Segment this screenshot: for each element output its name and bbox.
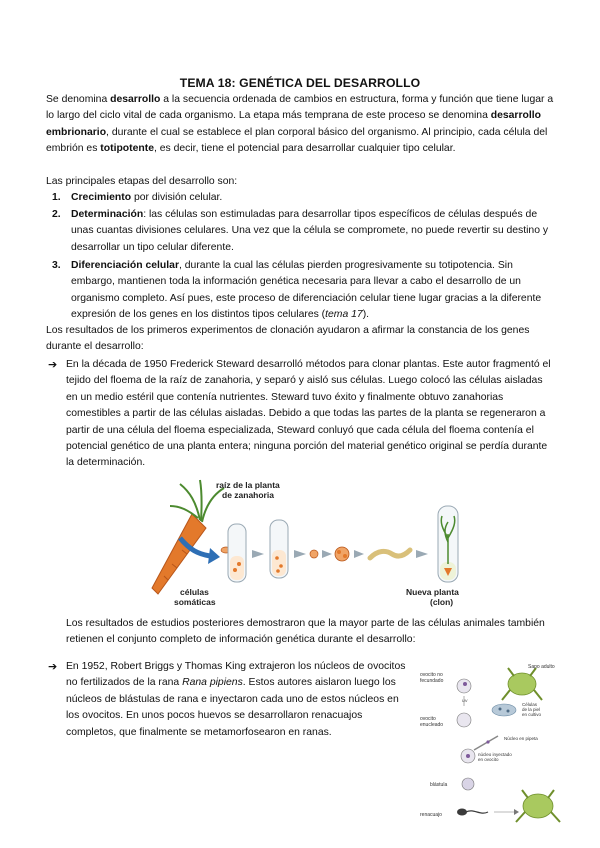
species-name: Rana pipiens: [182, 677, 243, 689]
briggs-king-paragraph: [66, 659, 412, 741]
stage-item: [71, 258, 550, 324]
label-new-plant-line2: (clon): [430, 597, 454, 607]
stage-term: Crecimiento: [71, 192, 132, 203]
label-injected-2: en ovocito: [478, 757, 499, 762]
test-tube-icon: [228, 524, 246, 582]
stage-text: por división celular.: [131, 192, 223, 203]
embryo-icon: [370, 550, 410, 558]
carrot-icon: [152, 480, 224, 594]
uv-label: UV: [462, 698, 468, 703]
label-pipette: Núcleo en pipeta: [504, 736, 538, 741]
label-cells-line2: somáticas: [174, 597, 216, 607]
carrot-cloning-figure: [140, 476, 470, 610]
bullet-arrow-icon: ➔: [48, 661, 58, 673]
intro-paragraph: [46, 92, 554, 158]
stage-number: 1.: [52, 192, 61, 203]
label-new-plant-line1: Nueva planta: [406, 587, 459, 597]
intro-text-2: a la secuencia ordenada de cambios en estructura, forma y función que tiene lugar a lo largo del ciclo vital de cada organismo. La etapa más temprana de este proceso se denomina: [46, 94, 554, 122]
step-arrow-icon: [294, 550, 306, 558]
stages-intro: Las principales etapas del desarrollo son:: [46, 176, 238, 187]
stage-item: [71, 190, 550, 206]
stage-number: 2.: [52, 209, 61, 220]
skin-cells-icon: [492, 704, 516, 716]
frog-icon: [516, 790, 560, 822]
stage-term: Diferenciación celular: [71, 260, 179, 271]
label-oocyte-1: ovocito no: [420, 672, 443, 678]
label-root-line1: raíz de la planta: [216, 480, 280, 490]
intro-text-3: , durante el cual se establece el plan corporal básico del organismo. Al principio, cada célula del embrión es: [46, 126, 548, 155]
label-skin-2: de la piel: [522, 707, 541, 712]
cell-cluster-icon: [335, 547, 349, 561]
intro-term-totipotente: totipotente: [100, 143, 154, 155]
label-cells-line1: células: [180, 587, 209, 597]
stage-item: [71, 207, 550, 256]
animals-paragraph: Los resultados de estudios posteriores demostraron que la mayor parte de las células animales también retienen el conjunto completo de información genética durante el desarrollo:: [66, 618, 545, 646]
label-skin-3: en cultivo: [522, 712, 542, 717]
briggs-text-2: . Estos autores aislaron luego los núcleos de blástulas de rana e inyectaron cada uno de estos núcleos en los ovocitos. En unos pocos huevos se desarrollaron renacuajos completos, que finalmente se metamorfosearon en ranas.: [66, 677, 399, 738]
test-tube-plant-icon: [438, 506, 458, 582]
step-arrow-icon: [252, 550, 264, 558]
stage-ref: tema 17: [325, 309, 363, 321]
intro-term-desarrollo-embrionario: desarrollo embrionario: [46, 110, 541, 138]
arrowhead-icon: [208, 548, 220, 564]
enucleated-oocyte-icon: [457, 713, 471, 727]
label-skin-1: Células: [522, 702, 538, 707]
page-title: TEMA 18: GENÉTICA DEL DESARROLLO: [179, 76, 421, 90]
oocyte-icon: [457, 679, 471, 693]
steward-paragraph: En la década de 1950 Frederick Steward desarrolló métodos para clonar plantas. Este autor fragmentó el tejido del floema de la raíz de zanahoria, y separó y aisló sus células. Luego colocó las células aisladas en un medio estéril que contenía nutrientes. Steward tuvo éxito y finalmente obtuvo zanahorias comestibles a partir de las células aisladas. Debido a que todas las partes de la planta se regeneraron a partir de una célula del floema especializada, Steward conluyó que cada célula del floema contenía el potencial genético de una planta entera; ninguna porción del material genético original se perdía durante la determinación.: [66, 359, 551, 469]
tadpole-icon: [457, 809, 488, 816]
step-arrow-icon: [416, 550, 428, 558]
briggs-text-1: En 1952, Robert Briggs y Thomas King extrajeron los núcleos de ovocitos no fertilizados de la rana: [66, 661, 406, 689]
intro-text-4: , es decir, tiene el potencial para desarrollar cualquier tipo celular.: [153, 143, 456, 155]
blastula-icon: [462, 778, 474, 790]
label-root-line2: de zanahoria: [222, 490, 274, 500]
adult-frog-icon: [502, 668, 542, 700]
intro-text-1: Se denomina: [46, 94, 111, 105]
label-tadpole: renacuajo: [420, 812, 442, 818]
nuclear-transfer-figure: [418, 660, 568, 826]
label-adult: Sapo adulto: [528, 664, 555, 670]
stage-term: Determinación: [71, 209, 144, 220]
stage-number: 3.: [52, 260, 61, 271]
label-enucleated-2: enucleado: [420, 722, 444, 728]
label-enucleated-1: ovocito: [420, 716, 436, 722]
intro-term-desarrollo: desarrollo: [110, 94, 161, 105]
test-tube-icon: [270, 520, 288, 578]
step-arrow-icon: [322, 550, 332, 558]
pipette-icon: [474, 736, 498, 750]
label-injected-1: núcleo inyectado: [478, 752, 512, 757]
cloning-intro: Los resultados de los primeros experimentos de clonación ayudaron a afirmar la constancia de los genes durante el desarrollo:: [46, 325, 530, 353]
bullet-arrow-icon: ➔: [48, 359, 58, 371]
stage-text: : las células son estimuladas para desarrollar tipos específicos de células después de unas cuantas divisiones celulares. Una vez que la célula se compromete, no puede revertir su destino y desarrollar un tipo celular diferente.: [71, 209, 549, 253]
cell-cluster-icon: [310, 550, 318, 558]
label-blastula: blástula: [430, 782, 448, 788]
stage-text: , durante la cual las células pierden progresivamente su totipotencia. Sin embargo, mantienen toda la información genética necesaria para llevar a cabo el desarrollo de un organismo completo. Así pues, este proceso de diferenciación celular tiene lugar gracias a la diferente expresión de los genes en los distintos tipos celulares (: [71, 260, 542, 321]
stage-end: ).: [362, 309, 370, 321]
step-arrow-icon: [354, 550, 364, 558]
label-oocyte-2: fecundado: [420, 678, 444, 684]
